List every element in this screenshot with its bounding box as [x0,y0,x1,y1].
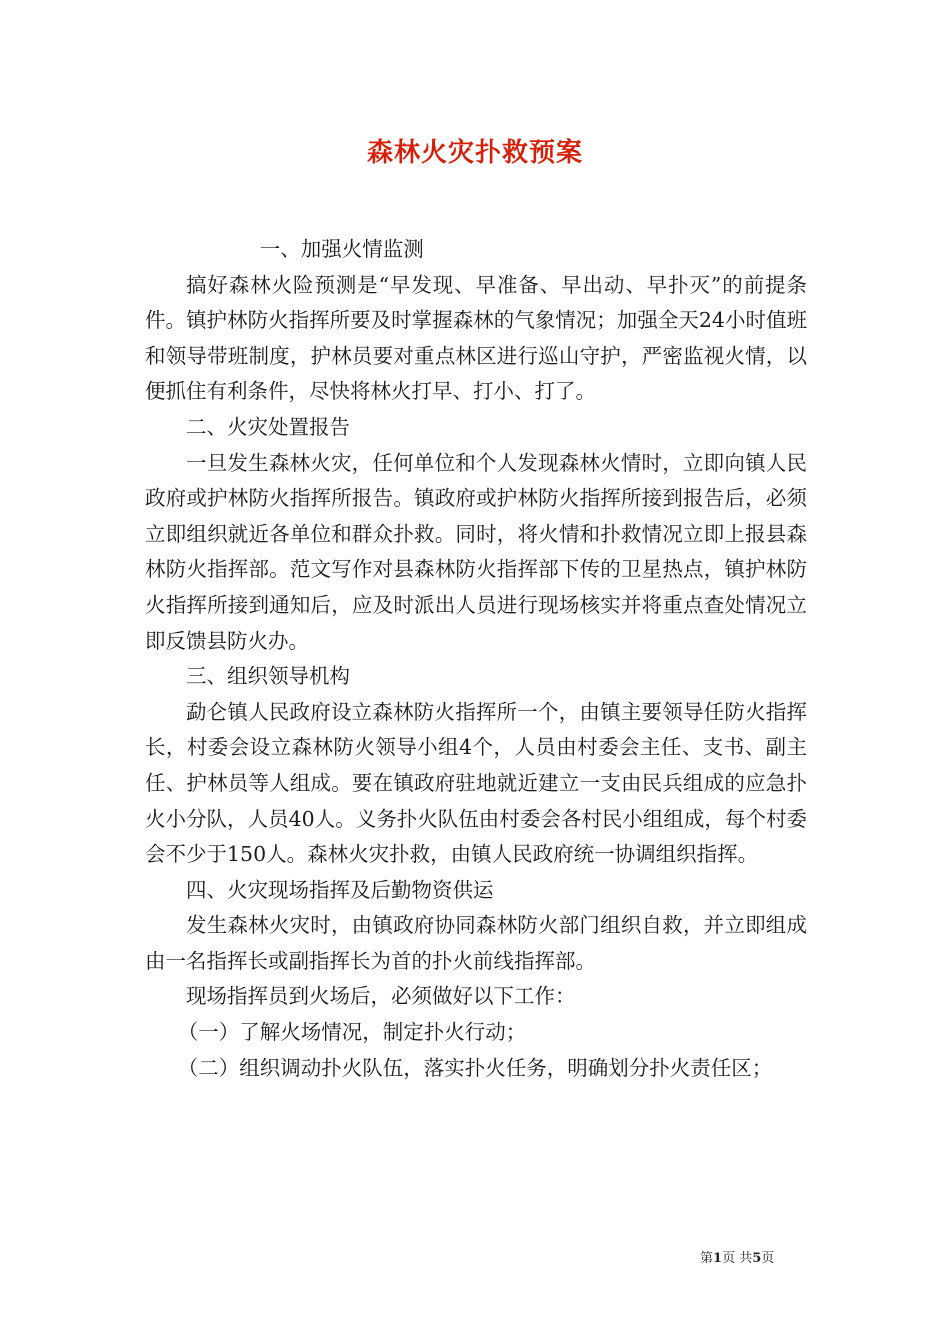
section-heading-3: 三、组织领导机构 [186,664,350,689]
page-footer [700,1247,774,1266]
body-paragraph-5: 现场指挥员到火场后，必须做好以下工作： [186,984,576,1009]
body-paragraph-4: 发生森林火灾时，由镇政府协同森林防火部门组织自救，并立即组成由一名指挥长或副指挥长为首的扑火前线指挥部。 [145,913,807,973]
section-heading-4: 四、火灾现场指挥及后勤物资供运 [186,877,494,902]
list-item-1: （一）了解火场情况，制定扑火行动； [177,1020,527,1045]
document-body [145,232,807,1086]
body-paragraph-3: 勐仑镇人民政府设立森林防火指挥所一个，由镇主要领导任防火指挥长，村委会设立森林防火领导小组4个，人员由村委会主任、支书、副主任、护林员等人组成。要在镇政府驻地就近建立一支由民兵组成的应急扑火小分队，人员40人。义务扑火队伍由村委会各村民小组组成，每个村委会不少于150人。森林火灾扑救，由镇人民政府统一协调组织指挥。 [145,699,807,867]
list-item-2: （二）组织调动扑火队伍，落实扑火任务，明确划分扑火责任区； [177,1055,773,1080]
section-heading-1: 一、加强火情监测 [259,237,424,261]
footer-page-number: 1 [713,1251,723,1266]
footer-middle: 页 共 [722,1251,753,1266]
body-paragraph-2: 一旦发生森林火灾，任何单位和个人发现森林火情时，立即向镇人民政府或护林防火指挥所报告。镇政府或护林防火指挥所接到报告后，必须立即组织就近各单位和群众扑救。同时，将火情和扑救情况立即上报县森林防火指挥部。范文写作对县森林防火指挥部下传的卫星热点，镇护林防火指挥所接到通知后，应及时派出人员进行现场核实并将重点查处情况立即反馈县防火办。 [145,450,807,653]
body-paragraph-1: 搞好森林火险预测是“早发现、早准备、早出动、早扑灭”的前提条件。镇护林防火指挥所要及时掌握森林的气象情况；加强全天24小时值班和领导带班制度，护林员要对重点林区进行巡山守护，严密监视火情，以便抓住有利条件，尽快将林火打早、打小、打了。 [145,272,807,404]
footer-prefix: 第 [700,1251,714,1266]
footer-total-pages: 5 [752,1251,762,1266]
document-title: 森林火灾扑救预案 [366,138,583,168]
section-heading-2: 二、火灾处置报告 [186,414,350,439]
footer-suffix: 页 [761,1251,775,1266]
